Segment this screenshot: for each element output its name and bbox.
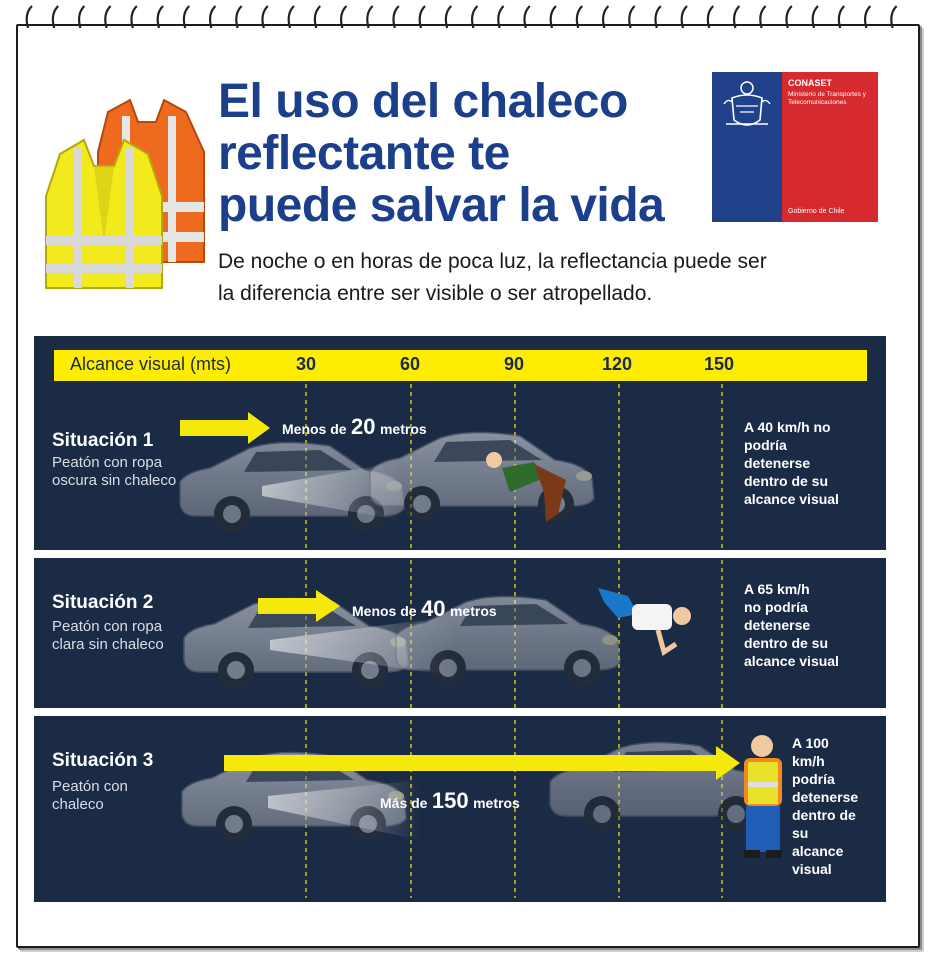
distance-suffix: metros: [449, 603, 497, 619]
note-line: A 40 km/h no: [744, 419, 831, 435]
situation-title: Situación 2: [52, 592, 154, 613]
speed-note: [744, 580, 839, 670]
scale-tick: 90: [504, 354, 525, 374]
note-line: detenerse: [744, 617, 811, 633]
note-line: detenerse: [792, 789, 859, 805]
logo-org-name: CONASET: [788, 78, 833, 88]
note-line: A 65 km/h: [744, 581, 810, 597]
note-line: detenerse: [744, 455, 811, 471]
distance-prefix: Menos de: [282, 421, 347, 437]
description-line: oscura sin chaleco: [52, 472, 177, 489]
note-line: podría: [792, 771, 835, 787]
note-line: podría: [744, 437, 787, 453]
distance-prefix: Menos de: [352, 603, 417, 619]
distance-label: [282, 414, 427, 440]
subtitle-line: la diferencia entre ser visible o ser atropellado.: [218, 282, 653, 305]
distance-label: [352, 596, 497, 622]
distance-label: [380, 788, 520, 814]
title-line: El uso del chaleco: [218, 75, 628, 128]
logo-government: Gobierno de Chile: [788, 208, 845, 215]
scale-tick: 120: [602, 354, 633, 374]
note-line: no podría: [744, 599, 808, 615]
distance-value: 40: [421, 596, 446, 621]
distance-value: 150: [431, 788, 469, 813]
description-line: Peatón con ropa: [52, 618, 163, 635]
note-line: A 100: [792, 735, 829, 751]
title-line: puede salvar la vida: [218, 179, 665, 232]
title-line: reflectante te: [218, 127, 510, 180]
note-line: visual: [792, 861, 832, 877]
note-line: alcance visual: [744, 653, 839, 669]
scale-tick: 30: [296, 354, 317, 374]
note-line: alcance: [792, 843, 844, 859]
situation-title: Situación 3: [52, 750, 154, 771]
situation-description: [52, 618, 164, 654]
distance-value: 20: [351, 414, 376, 439]
speed-note: [744, 418, 839, 508]
note-line: dentro de: [792, 807, 856, 823]
note-line: dentro de su: [744, 473, 829, 489]
situation-title: Situación 1: [52, 430, 154, 451]
description-line: Peatón con: [52, 778, 128, 795]
subtitle-line: De noche o en horas de poca luz, la reflectancia puede ser: [218, 250, 767, 273]
scale-tick: 60: [400, 354, 421, 374]
situation-description: [52, 454, 176, 490]
scale-label: Alcance visual (mts): [70, 354, 232, 374]
distance-suffix: metros: [379, 421, 427, 437]
note-line: km/h: [792, 753, 825, 769]
distance-suffix: metros: [473, 795, 520, 811]
logo-ministry: Ministerio de Transportes y Telecomunicaciones: [788, 91, 867, 106]
note-line: su: [792, 825, 809, 841]
distance-prefix: Más de: [380, 795, 428, 811]
description-line: chaleco: [52, 796, 104, 813]
speed-note: [792, 734, 858, 878]
description-line: Peatón con ropa: [52, 454, 163, 471]
description-line: clara sin chaleco: [52, 636, 164, 653]
situation-description: [52, 778, 128, 814]
note-line: dentro de su: [744, 635, 829, 651]
scale-tick: 150: [704, 354, 735, 374]
note-line: alcance visual: [744, 491, 839, 507]
